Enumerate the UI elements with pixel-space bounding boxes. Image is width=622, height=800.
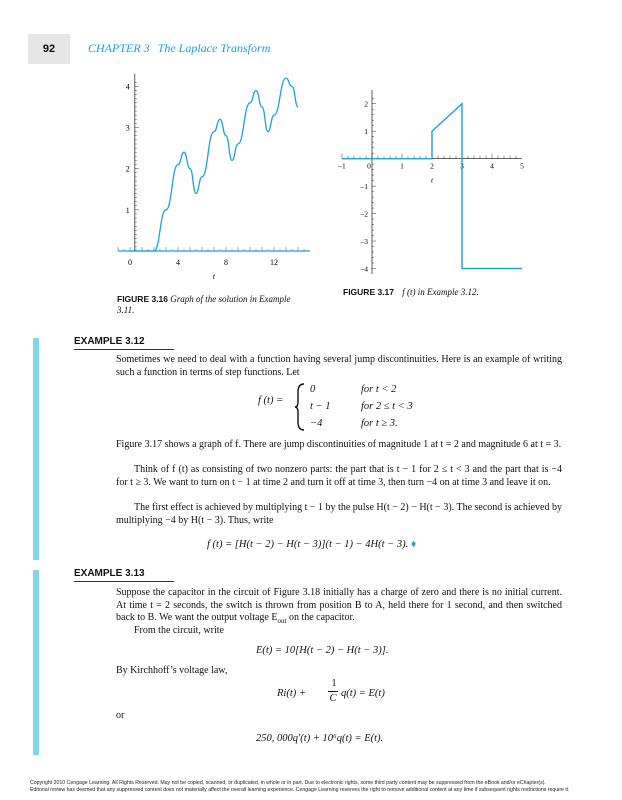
x-tick-label: 2 — [430, 161, 434, 171]
fraction-bar — [328, 691, 338, 692]
x-tick-label: 3 — [460, 161, 464, 171]
example-3-13-rule — [74, 581, 174, 582]
case-2-condition: for 2 ≤ t < 3 — [361, 401, 413, 412]
figure-3-17-label: FIGURE 3.17 — [343, 287, 395, 297]
kirchhoff-rhs: q(t) = E(t) — [341, 688, 385, 699]
example-3-12-sidebar — [33, 338, 39, 560]
figure-3-17-caption — [343, 287, 479, 298]
y-tick-label: 2 — [364, 99, 368, 109]
x-tick-label: –1 — [338, 161, 346, 171]
figure-3-17-caption-text: f (t) in Example 3.12. — [402, 287, 479, 297]
running-header — [88, 41, 270, 56]
figure-3-16-label: FIGURE 3.16 — [117, 294, 169, 304]
example-3-13-para-2: From the circuit, write — [134, 625, 224, 636]
x-tick-label: 4 — [490, 161, 494, 171]
x-tick-label: 4 — [176, 258, 180, 267]
example-3-12-intro: Sometimes we need to deal with a function having several jump discontinuities. Here is an example of writing such a function in terms of step functions. Let — [116, 354, 562, 378]
example-3-13-para-4: or — [116, 710, 125, 721]
fraction-denominator: C — [329, 693, 337, 704]
case-2-value: t − 1 — [310, 401, 331, 412]
y-tick-label: –3 — [360, 237, 368, 247]
page-number: 92 — [28, 34, 70, 64]
example-3-13-para-3: By Kirchhoff’s voltage law, — [116, 665, 228, 676]
copyright-line-2: Editorial review has deemed that any suppressed content does not materially affect the overall learning experience. Cengage Learning reserves the right to remove additional content at any time if subsequent rights restrictions require it. — [30, 787, 570, 793]
piecewise-lhs: f (t) = — [258, 395, 284, 406]
y-tick-label: 1 — [364, 127, 368, 137]
x-tick-label: 0 — [367, 161, 371, 171]
figure-3-16-chart — [100, 66, 320, 291]
solution-curve — [130, 78, 298, 251]
y-tick-label: 2 — [125, 164, 130, 174]
chapter-label: CHAPTER 3 — [88, 41, 150, 55]
x-tick-label: 12 — [270, 258, 278, 267]
y-tick-label: –4 — [360, 264, 368, 274]
example-3-13-sidebar — [33, 570, 39, 755]
example-3-12-equation — [207, 539, 416, 550]
voltage-subscript: out — [277, 617, 287, 625]
end-of-example-icon: ♦ — [410, 539, 417, 550]
case-1-condition: for t < 2 — [361, 384, 397, 395]
case-1-value: 0 — [310, 384, 316, 395]
y-tick-label: –2 — [360, 209, 368, 219]
brace-icon — [294, 382, 306, 432]
example-3-12-title: EXAMPLE 3.12 — [74, 336, 145, 347]
figure-3-16-caption-text: Graph of the solution in Example 3.11. — [117, 294, 291, 315]
example-3-13-title: EXAMPLE 3.13 — [74, 568, 145, 579]
x-tick-label: 0 — [128, 258, 132, 267]
fraction-numerator: 1 — [331, 678, 337, 689]
y-tick-label: 1 — [125, 205, 130, 215]
figure-3-17-chart — [330, 84, 530, 284]
para-1-end: on the capacitor. — [286, 612, 355, 623]
copyright-line-1: Copyright 2010 Cengage Learning. All Rights Reserved. May not be copied, scanned, or duplicated, in whole or in part. Due to electronic rights, some third party content may be suppressed from the eBook and/or eChapter(s). — [30, 780, 546, 786]
case-3-condition: for t ≥ 3. — [361, 418, 398, 429]
example-3-12-para-4: The first effect is achieved by multiplying t − 1 by the pulse H(t − 2) − H(t − 3). The second is achieved by multiplying −4 by H(t − 3). Thus, write — [116, 502, 562, 526]
y-tick-label: –1 — [360, 182, 368, 192]
x-tick-label: 5 — [520, 161, 524, 171]
para-1-text: Suppose the capacitor in the circuit of Figure 3.18 initially has a charge of zero and there is no initial current. At time t = 2 seconds, the switch is thrown from position B to A, held there for 1 second, and then switched back to B. We want the output voltage E — [116, 587, 562, 623]
case-3-value: −4 — [310, 418, 323, 429]
f-segment-2 — [432, 104, 522, 269]
example-3-12-para-3: Think of f (t) as consisting of two nonzero parts: the part that is t − 1 for 2 ≤ t < 3 and the part that is −4 for t ≥ 3. We want to turn on t − 1 at time 2 and turn it off at time 3, then turn −4 on at time 3 and leave it on. — [116, 464, 562, 488]
figure-3-16-caption — [117, 294, 307, 316]
chapter-title: The Laplace Transform — [157, 41, 271, 55]
example-3-12-para-2: Figure 3.17 shows a graph of f. There are jump discontinuities of magnitude 1 at t = 2 and magnitude 6 at t = 3. — [116, 439, 562, 450]
example-3-13-eq-3: 250, 000q′(t) + 10⁶q(t) = E(t). — [256, 733, 384, 744]
y-tick-label: 4 — [125, 82, 130, 92]
y-tick-label: 3 — [125, 123, 130, 133]
equation-text: f (t) = [H(t − 2) − H(t − 3)](t − 1) − 4H(t − 3). — [207, 539, 409, 550]
x-axis-label: t — [212, 272, 216, 281]
x-axis-label: t — [430, 175, 434, 185]
example-3-12-rule — [74, 349, 174, 350]
x-tick-label: 8 — [224, 258, 228, 267]
x-tick-label: 1 — [400, 161, 404, 171]
example-3-13-para-1 — [116, 587, 562, 628]
kirchhoff-lhs: Ri(t) + — [277, 688, 306, 699]
example-3-13-eq-1: E(t) = 10[H(t − 2) − H(t − 3)]. — [256, 645, 389, 656]
